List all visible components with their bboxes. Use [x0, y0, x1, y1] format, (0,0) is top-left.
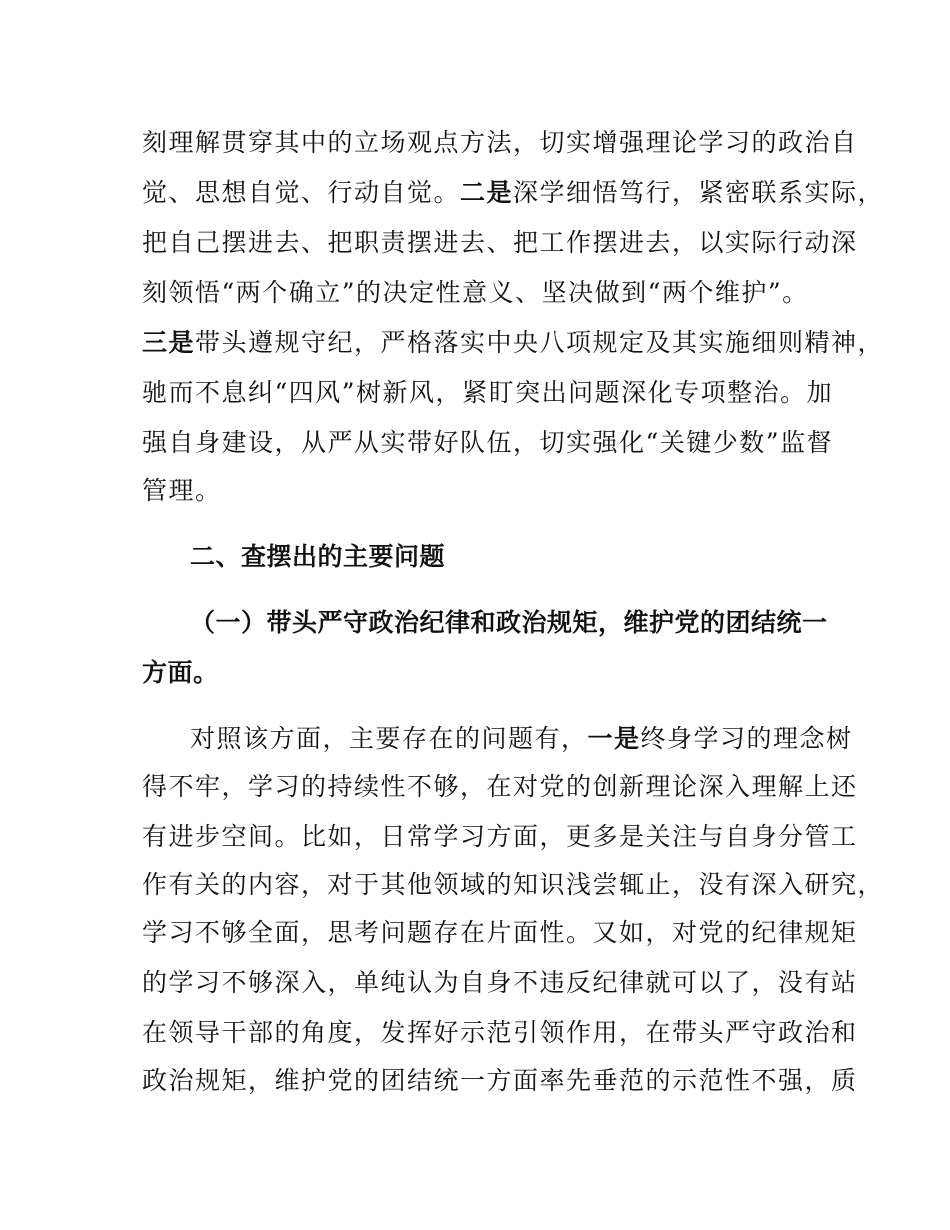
paragraph-line	[142, 471, 822, 511]
paragraph-line	[142, 913, 858, 953]
text-span: 把自己摆进去、把职责摆进去、把工作摆进去，以实际行动深	[142, 228, 858, 257]
subsection-heading-line: （一）带头严守政治纪律和政治规矩，维护党的团结统一	[190, 608, 828, 637]
text-span: 深学细悟笃行，紧密联系实际，	[513, 178, 885, 207]
text-span: 刻理解贯穿其中的立场观点方法，切实增强理论学习的政治自	[142, 128, 858, 157]
paragraph-line	[142, 223, 858, 263]
paragraph-line	[142, 767, 858, 807]
text-span: 管理。	[142, 476, 222, 505]
text-span: 强自身建设，从严从实带好队伍，切实强化“关键少数”监督	[142, 428, 834, 457]
text-span: 刻领悟“两个确立”的决定性意义、坚决做到“两个维护”。	[142, 278, 809, 307]
paragraph-line	[142, 1013, 858, 1053]
paragraph-line	[142, 273, 822, 313]
emphasis-label: 二是	[460, 178, 514, 207]
text-span: 终身学习的理念树	[640, 724, 853, 753]
emphasis-label: 一是	[587, 724, 641, 753]
subsection-heading-line: 方面。	[142, 658, 219, 687]
text-span: 觉、思想自觉、行动自觉。	[142, 178, 461, 207]
text-span: 带头遵规守纪，严格落实中央八项规定及其实施细则精神，	[195, 328, 885, 357]
text-span: 政治规矩，维护党的团结统一方面率先垂范的示范性不强，质	[142, 1066, 858, 1095]
paragraph-line	[142, 865, 885, 905]
section-heading: 二、查摆出的主要问题	[190, 542, 446, 571]
paragraph-line	[142, 173, 885, 213]
emphasis-label: 三是	[142, 328, 196, 357]
text-span: 作有关的内容，对于其他领域的知识浅尝辄止，没有深入研究，	[142, 870, 885, 899]
paragraph-line	[142, 817, 858, 857]
text-span: 得不牢，学习的持续性不够，在对党的创新理论深入理解上还	[142, 772, 858, 801]
text-span: 对照该方面，主要存在的问题有，	[190, 724, 588, 753]
paragraph-line	[142, 963, 858, 1003]
text-span: 的学习不够深入，单纯认为自身不违反纪律就可以了，没有站	[142, 968, 858, 997]
text-span: 驰而不息纠“四风”树新风，紧盯突出问题深化专项整治。加	[142, 378, 834, 407]
text-span: 在领导干部的角度，发挥好示范引领作用，在带头严守政治和	[142, 1018, 858, 1047]
text-span: 学习不够全面，思考问题存在片面性。又如，对党的纪律规矩	[142, 918, 858, 947]
paragraph-line	[142, 373, 834, 413]
paragraph-line	[142, 323, 885, 363]
text-span: 有进步空间。比如，日常学习方面，更多是关注与自身分管工	[142, 822, 858, 851]
paragraph-line	[142, 123, 858, 163]
paragraph-line	[142, 423, 834, 463]
paragraph-line	[142, 1061, 858, 1101]
paragraph-line	[190, 719, 870, 759]
